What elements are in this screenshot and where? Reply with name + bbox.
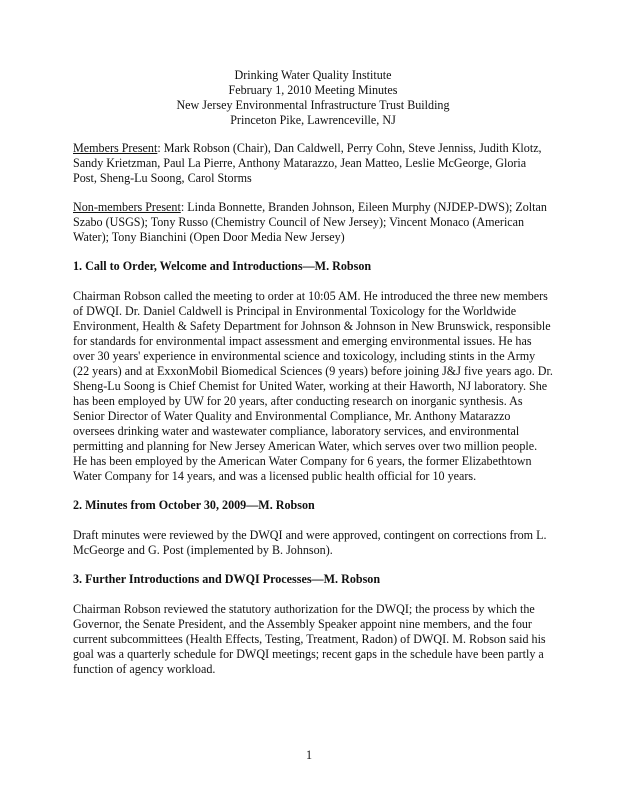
members-present xyxy=(73,141,553,186)
nonmembers-present-label: Non-members Present xyxy=(73,200,181,214)
section-1-body: Chairman Robson called the meeting to order at 10:05 AM. He introduced the three new members of DWQI. Dr. Daniel Caldwell is Principal in Environmental Toxicology for the Worldwide Environment, Health & Safety Department for Johnson & Johnson in New Brunswick, responsible for standards for environmental impact assessment and emerging environmental issues. He has over 30 years' experience in environmental science and toxicology, including stints in the Army (22 years) and at ExxonMobil Biomedical Sciences (9 years) before joining J&J five years ago. Dr. Sheng-Lu Soong is Chief Chemist for United Water, working at their Haworth, NJ laboratory. She has been employed by UW for 20 years, after conducting research on inorganic synthesis. As Senior Director of Water Quality and Environmental Compliance, Mr. Anthony Matarazzo oversees drinking water and wastewater compliance, laboratory services, and environmental permitting and planning for New Jersey American Water, which serves over two million people. He has been employed by the American Water Company for 6 years, the former Elizabethtown Water Company for 14 years, and was a licensed public health official for 10 years. xyxy=(73,289,553,483)
header-building: New Jersey Environmental Infrastructure Trust Building xyxy=(176,98,450,112)
header-date: February 1, 2010 Meeting Minutes xyxy=(228,83,398,97)
section-2-heading: 2. Minutes from October 30, 2009—M. Robson xyxy=(73,498,315,512)
section-2-body: Draft minutes were reviewed by the DWQI and were approved, contingent on corrections from L. McGeorge and G. Post (implemented by B. Johnson). xyxy=(73,528,547,557)
section-3-heading: 3. Further Introductions and DWQI Processes—M. Robson xyxy=(73,572,381,586)
nonmembers-present xyxy=(73,200,553,245)
header-title: Drinking Water Quality Institute xyxy=(234,68,392,82)
header-location: Princeton Pike, Lawrenceville, NJ xyxy=(230,113,396,127)
members-present-list: : Mark Robson (Chair), Dan Caldwell, Perry Cohn, Steve Jenniss, Judith Klotz, Sandy Krietzman, Paul La Pierre, Anthony Matarazzo, Jean Matteo, Leslie McGeorge, Gloria Post, Sheng-Lu Soong, Carol Storms xyxy=(73,141,542,185)
document-page xyxy=(73,68,553,691)
nonmembers-present-list: : Linda Bonnette, Branden Johnson, Eileen Murphy (NJDEP-DWS); Zoltan Szabo (USGS); Tony Russo (Chemistry Council of New Jersey); Vincent Monaco (American Water); Tony Bianchini (Open Door Media New Jersey) xyxy=(73,200,547,244)
section-3-body: Chairman Robson reviewed the statutory authorization for the DWQI; the process by which the Governor, the Senate President, and the Assembly Speaker appoint nine members, and the four current subcommittees (Health Effects, Testing, Treatment, Radon) of DWQI. M. Robson said his goal was a quarterly schedule for DWQI meetings; recent gaps in the schedule have been partly a function of agency workload. xyxy=(73,602,546,676)
document-header xyxy=(73,68,553,128)
page-number: 1 xyxy=(305,748,313,762)
section-1-heading: 1. Call to Order, Welcome and Introductions—M. Robson xyxy=(73,259,372,273)
members-present-label: Members Present xyxy=(73,141,158,155)
